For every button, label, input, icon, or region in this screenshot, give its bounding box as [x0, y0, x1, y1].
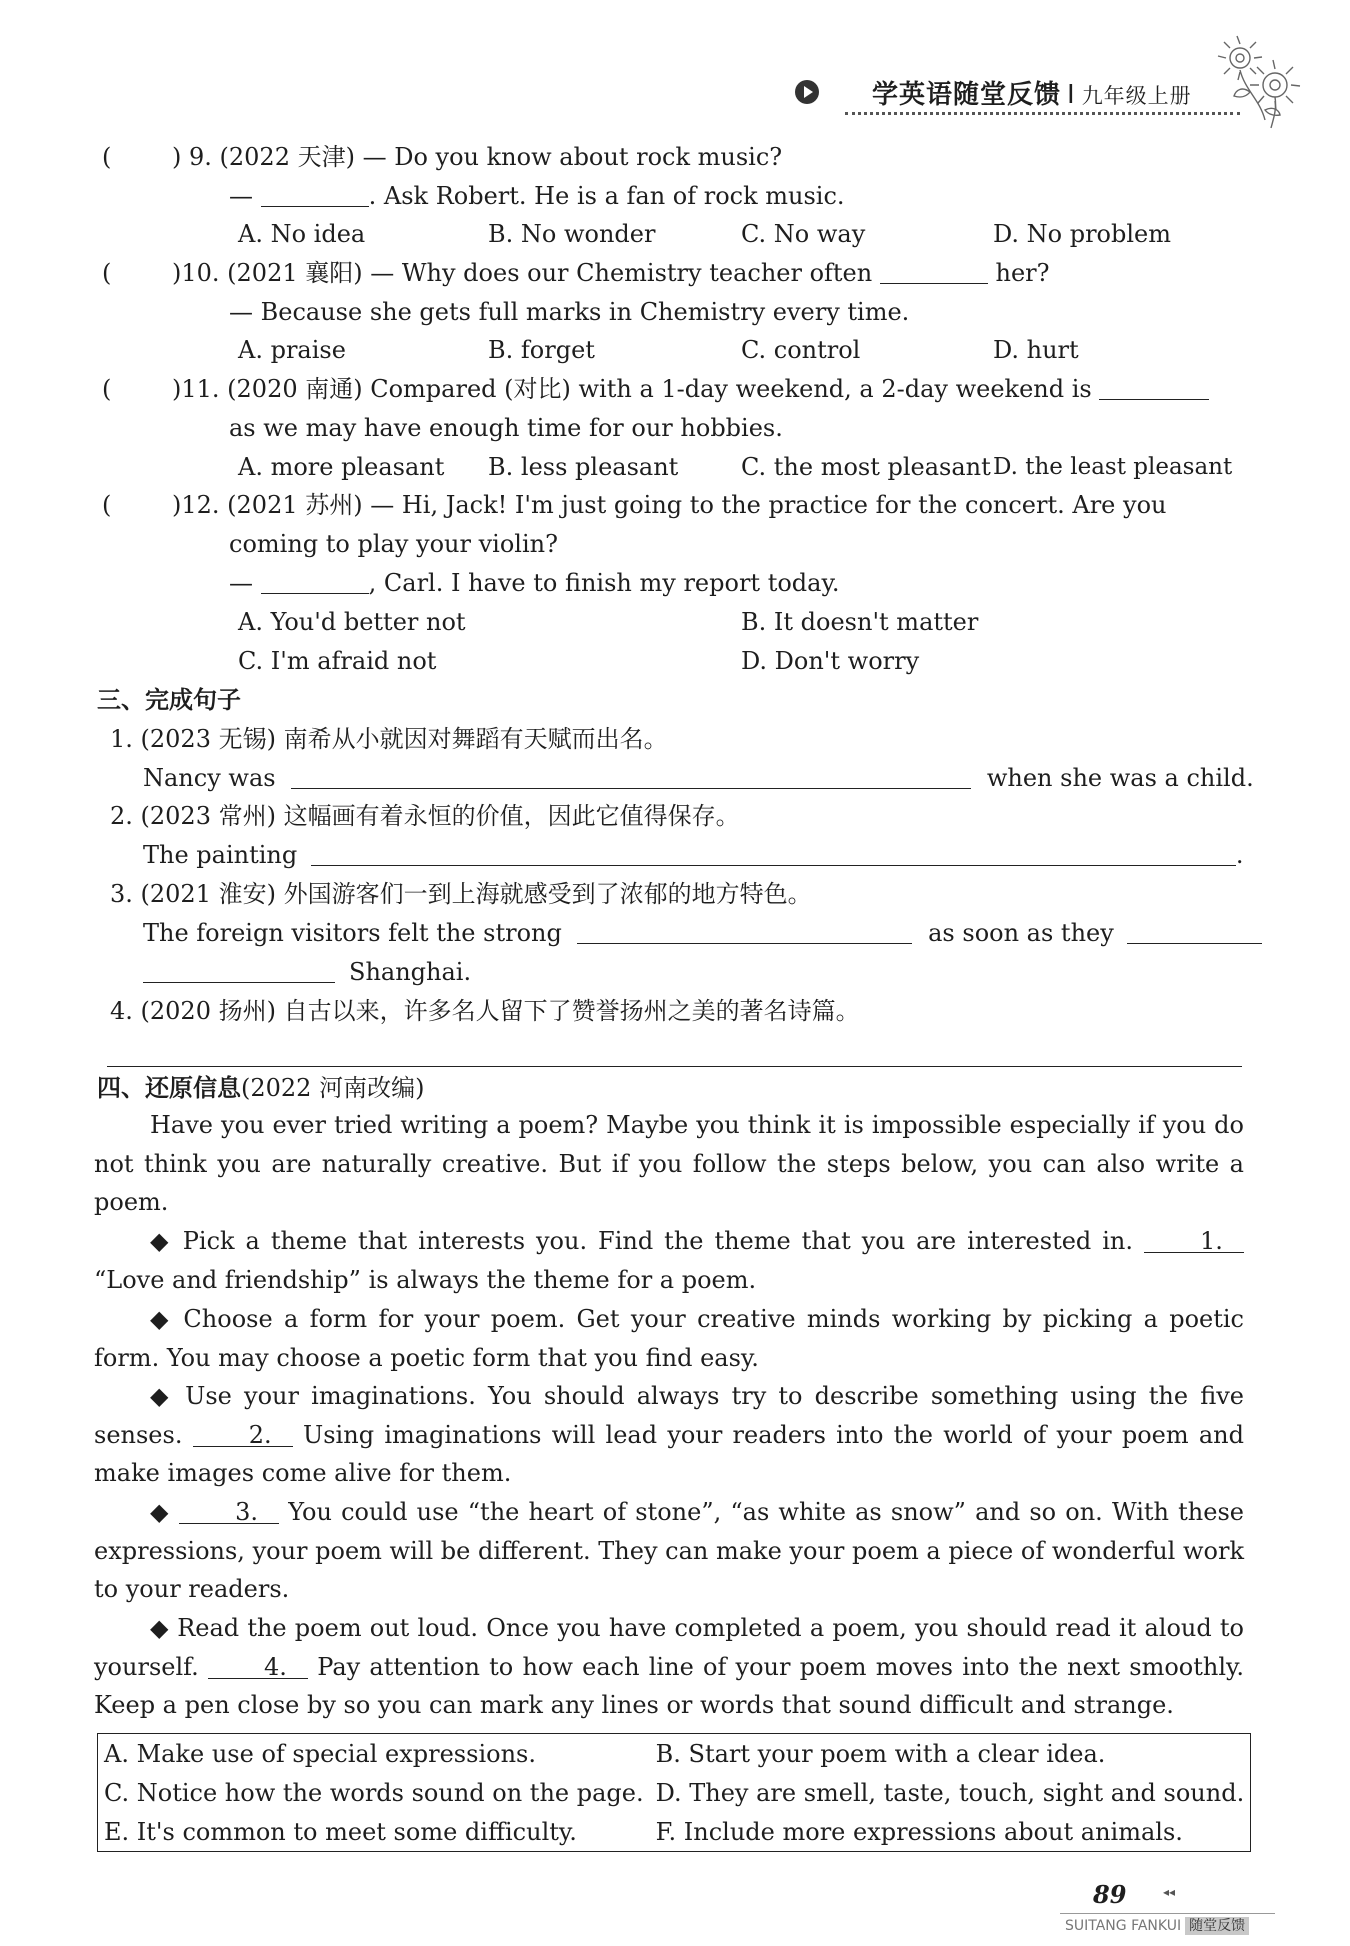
- passage-step-4: ◆ 3. You could use “the heart of stone”, “as white as snow” and so on. With these expressions, your poem will be different. They can make your poem a piece of wonderful work to your readers.: [94, 1498, 1244, 1604]
- option-f: F. Include more expressions about animals.: [655, 1817, 1183, 1846]
- option: B. less pleasant: [488, 453, 679, 481]
- sentence-1-chinese: 1. (2023 无锡) 南希从小就因对舞蹈有天赋而出名。: [110, 725, 668, 753]
- sentence-2-english: The painting .: [143, 841, 1244, 869]
- book-title: 学英语随堂反馈 Ⅰ 九年级上册: [872, 80, 1192, 110]
- option: A. praise: [238, 336, 346, 364]
- sunflower-icon: [1205, 30, 1315, 130]
- option-d: D. They are smell, taste, touch, sight and sound.: [655, 1778, 1245, 1807]
- option: A. No idea: [238, 220, 366, 248]
- sentence-4-chinese: 4. (2020 扬州) 自古以来，许多名人留下了赞誉扬州之美的著名诗篇。: [110, 997, 860, 1025]
- sentence-3-english: The foreign visitors felt the strong as soon as they: [143, 918, 1262, 948]
- option: C. control: [741, 336, 861, 364]
- sentence-3-english-cont: Shanghai.: [143, 957, 471, 987]
- answer-paren: (: [102, 375, 112, 403]
- option: B. No wonder: [488, 220, 656, 248]
- passage-step-5: ◆ Read the poem out loud. Once you have completed a poem, you should read it aloud to yourself. 4. Pay attention to how each line of your poem moves into the next smoothly. Keep a pen close by so you can mark any lines or words that sound difficult and strange.: [94, 1614, 1244, 1720]
- option: B. It doesn't matter: [741, 608, 979, 636]
- passage-step-3: ◆ Use your imaginations. You should always try to describe something using the five senses. 2. Using imaginations will lead your readers into the world of your poem and make images come alive for them.: [94, 1382, 1244, 1488]
- question-11-continuation: as we may have enough time for our hobbies.: [229, 414, 783, 442]
- sentence-1-english: Nancy was when she was a child.: [143, 764, 1254, 792]
- question-9: ) 9. (2022 天津) — Do you know about rock music?: [172, 143, 783, 171]
- sentence-3-chinese: 3. (2021 淮安) 外国游客们一到上海就感受到了浓郁的地方特色。: [110, 880, 812, 908]
- option: D. the least pleasant: [993, 454, 1233, 480]
- option-b: B. Start your poem with a clear idea.: [655, 1739, 1106, 1768]
- option-box: [97, 1733, 1251, 1852]
- question-9-response: — . Ask Robert. He is a fan of rock music.: [229, 182, 845, 210]
- question-11: )11. (2020 南通) Compared (对比) with a 1-day weekend, a 2-day weekend is: [172, 374, 1209, 404]
- footer-rule: [1060, 1913, 1275, 1914]
- question-10: )10. (2021 襄阳) — Why does our Chemistry teacher often her?: [172, 259, 1050, 287]
- footer-brand: SUITANG FANKUI 随堂反馈: [1065, 1915, 1249, 1935]
- question-10-response: — Because she gets full marks in Chemistry every time.: [229, 298, 910, 326]
- answer-line: [107, 1066, 1242, 1067]
- option-a: A. Make use of special expressions.: [104, 1739, 536, 1768]
- option: C. I'm afraid not: [238, 647, 437, 675]
- answer-paren: (: [102, 143, 112, 171]
- question-12-response: — , Carl. I have to finish my report today.: [229, 569, 840, 597]
- header-dotted-rule: [845, 112, 1240, 115]
- sentence-2-chinese: 2. (2023 常州) 这幅画有着永恒的价值，因此它值得保存。: [110, 802, 740, 830]
- answer-paren: (: [102, 491, 112, 519]
- passage-intro: Have you ever tried writing a poem? Maybe you think it is impossible especially if you do not think you are naturally creative. But if you follow the steps below, you can also write a poem.: [94, 1111, 1244, 1217]
- section-4-title: 四、还原信息(2022 河南改编): [97, 1074, 425, 1102]
- question-12: )12. (2021 苏州) — Hi, Jack! I'm just going to the practice for the concert. Are you: [172, 491, 1167, 519]
- option: D. Don't worry: [741, 647, 920, 675]
- section-3-title: 三、完成句子: [97, 686, 241, 714]
- option: B. forget: [488, 336, 595, 364]
- page-number: 89: [1093, 1880, 1127, 1909]
- option: A. more pleasant: [238, 453, 445, 481]
- option: C. the most pleasant: [741, 453, 991, 481]
- question-12-continuation: coming to play your violin?: [229, 530, 558, 558]
- option: D. No problem: [993, 220, 1172, 248]
- passage-step-1: ◆ Pick a theme that interests you. Find the theme that you are interested in. 1. “Love and friendship” is always the theme for a poem.: [94, 1222, 1244, 1299]
- passage-step-2: ◆ Choose a form for your poem. Get your creative minds working by picking a poetic form. You may choose a poetic form that you find easy.: [94, 1305, 1244, 1372]
- arrow-icon: ◂◂: [1163, 1885, 1176, 1899]
- option: C. No way: [741, 220, 866, 248]
- option-e: E. It's common to meet some difficulty.: [104, 1817, 577, 1846]
- option: D. hurt: [993, 336, 1079, 364]
- option: A. You'd better not: [238, 608, 466, 636]
- answer-paren: (: [102, 259, 112, 287]
- option-c: C. Notice how the words sound on the page.: [104, 1778, 644, 1807]
- play-icon: [795, 80, 819, 104]
